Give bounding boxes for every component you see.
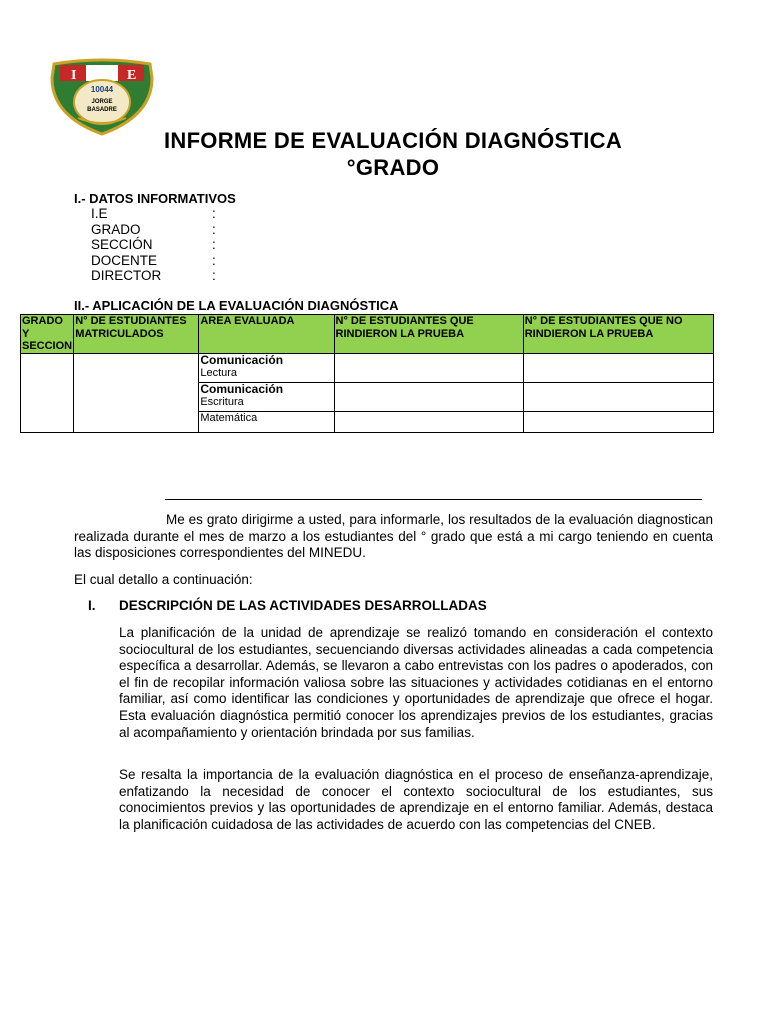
cell-rindieron[interactable] xyxy=(334,383,523,412)
cell-area xyxy=(199,354,334,383)
description-paragraph-2: Se resalta la importancia de la evaluación diagnóstica en el proceso de enseñanza-aprendizaje, enfatizando la necesidad de conocer el contexto sociocultural de los estudiantes, sus conocimientos previos y las oportunidades de aprendizaje en el entorno familiar. Además, destaca la planificación cuidadosa de las actividades de acuerdo con las competencias del CNEB. xyxy=(119,767,713,832)
cell-area xyxy=(199,412,334,433)
header-no-rindieron: N° DE ESTUDIANTES QUE NO RINDIERON LA PRUEBA xyxy=(523,315,713,354)
divider-line xyxy=(165,499,702,500)
section-aplicacion-heading: II.- APLICACIÓN DE LA EVALUACIÓN DIAGNÓSTICA xyxy=(74,298,399,313)
info-label: DIRECTOR xyxy=(91,268,162,283)
cell-matriculados[interactable] xyxy=(74,354,199,433)
info-colon: : xyxy=(212,206,216,221)
area-name: Comunicación xyxy=(200,353,284,367)
description-paragraph-1: La planificación de la unidad de aprendizaje se realizó tomando en consideración el contexto sociocultural de los estudiantes, secuenciando diversas actividades alineadas a cada competencia específica a desarrollar. Además, se llevaron a cabo entrevistas con los padres o apoderados, con el fin de recopilar información valiosa sobre las situaciones y actividades cotidianas en el entorno familiar, así como identificar las condiciones y oportunidades de aprendizaje que ofrece el hogar. Esta evaluación diagnóstica permitió conocer los aprendizajes previos de los estudiantes, gracias al acompañamiento y orientación brindada por sus familias. xyxy=(119,625,713,740)
cell-no-rindieron[interactable] xyxy=(523,354,713,383)
header-area-evaluada: AREA EVALUADA xyxy=(199,315,334,354)
table-header-row xyxy=(21,315,714,354)
cell-rindieron[interactable] xyxy=(334,354,523,383)
logo-letter-left: I xyxy=(71,68,77,83)
cell-rindieron[interactable] xyxy=(334,412,523,433)
info-label: SECCIÓN xyxy=(91,237,153,252)
info-label: GRADO xyxy=(91,222,141,237)
section-title: DESCRIPCIÓN DE LAS ACTIVIDADES DESARROLLADAS xyxy=(119,598,487,613)
section-number: I. xyxy=(88,598,96,613)
info-colon: : xyxy=(212,222,216,237)
evaluation-table xyxy=(20,314,714,433)
cell-grado-seccion[interactable] xyxy=(21,354,74,433)
logo-name-1: JORGE xyxy=(91,99,113,105)
intro-paragraph: Me es grato dirigirme a usted, para informarle, los resultados de la evaluación diagnostican realizada durante el mes de marzo a los estudiantes del ° grado que está a mi cargo teniendo en cuenta las disposiciones correspondientes del MINEDU. xyxy=(74,512,713,561)
header-matriculados: N° DE ESTUDIANTES MATRICULADOS xyxy=(74,315,199,354)
area-sub: Lectura xyxy=(200,366,238,379)
logo-number: 10044 xyxy=(90,85,114,94)
school-crest-logo xyxy=(48,58,156,136)
info-label: I.E xyxy=(91,206,108,221)
logo-name-2: BASADRE xyxy=(87,107,117,113)
info-colon: : xyxy=(212,253,216,268)
area-sub: Escritura xyxy=(200,395,244,408)
info-colon: : xyxy=(212,268,216,283)
header-rindieron: N° DE ESTUDIANTES QUE RINDIERON LA PRUEBA xyxy=(334,315,523,354)
header-grado-seccion: GRADO Y SECCION xyxy=(22,315,73,352)
section-datos-heading: I.- DATOS INFORMATIVOS xyxy=(74,191,236,206)
cell-no-rindieron[interactable] xyxy=(523,412,713,433)
info-label: DOCENTE xyxy=(91,253,158,268)
document-title: INFORME DE EVALUACIÓN DIAGNÓSTICA xyxy=(163,128,623,153)
table-row xyxy=(21,354,714,383)
document-subtitle: °GRADO xyxy=(346,155,440,180)
logo-letter-right: E xyxy=(127,68,137,83)
cell-no-rindieron[interactable] xyxy=(523,383,713,412)
cell-area xyxy=(199,383,334,412)
detail-intro: El cual detallo a continuación: xyxy=(74,572,253,587)
info-colon: : xyxy=(212,237,216,252)
area-sub: Matemática xyxy=(200,412,258,424)
area-name: Comunicación xyxy=(200,382,284,396)
